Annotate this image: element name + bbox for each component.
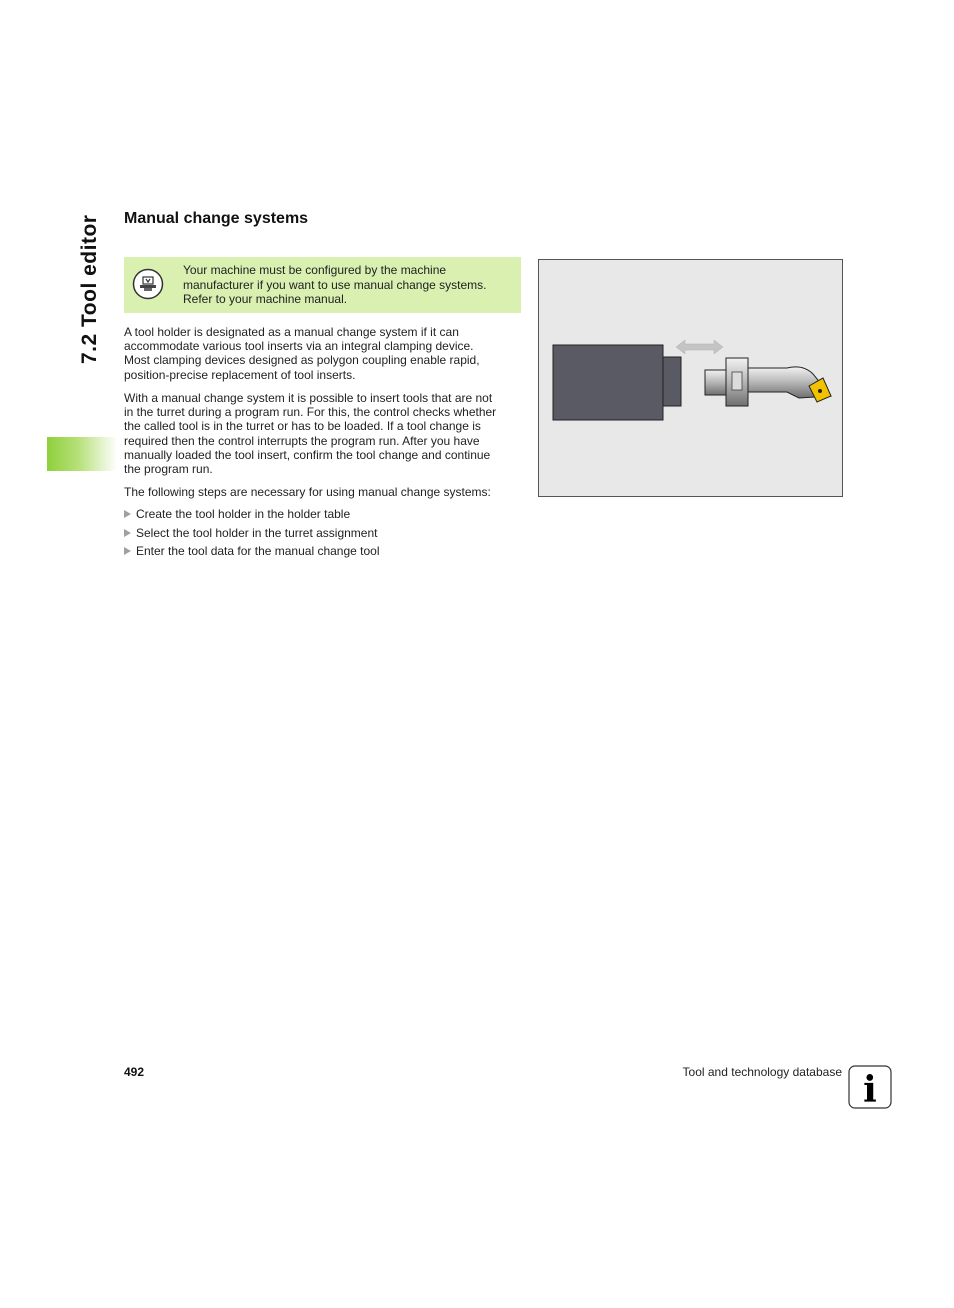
paragraph-line: A tool holder is designated as a manual change system if it can xyxy=(124,325,459,339)
note-line: Refer to your machine manual. xyxy=(183,292,348,306)
paragraph-line: accommodate various tool inserts via an integral clamping device. xyxy=(124,339,474,354)
paragraph-line: With a manual change system it is possible to insert tools that are not xyxy=(124,391,493,405)
figure-illustration xyxy=(539,260,842,496)
footer-chapter-title: Tool and technology database xyxy=(682,1065,842,1079)
note-line: manufacturer if you want to use manual change systems. xyxy=(183,277,487,292)
step-text: Create the tool holder in the holder table xyxy=(136,507,351,521)
paragraph-program-run xyxy=(124,391,520,476)
info-icon-glyph: i xyxy=(863,1069,877,1109)
steps-list xyxy=(124,507,520,563)
double-arrow-icon xyxy=(676,340,723,354)
step-item xyxy=(124,507,520,522)
machine-manufacturer-icon xyxy=(132,268,164,300)
paragraph-steps-intro xyxy=(124,485,520,499)
sidebar-chapter-title xyxy=(76,214,104,364)
arrow-right-icon xyxy=(124,529,131,537)
section-title: Manual change systems xyxy=(124,210,309,227)
page-number: 492 xyxy=(124,1065,145,1079)
paragraph-line: position-precise replacement of tool inserts. xyxy=(124,367,356,382)
step-item xyxy=(124,526,520,541)
paragraph-line: the called tool is in the turret or has to be loaded. If a tool change is xyxy=(124,419,481,434)
boring-bar-icon xyxy=(705,358,831,406)
paragraph-line: the program run. xyxy=(124,462,213,477)
arrow-right-icon xyxy=(124,510,131,518)
step-text: Select the tool holder in the turret assignment xyxy=(136,525,378,540)
chapter-title-text: 7.2 Tool editor xyxy=(78,214,101,364)
step-text: Enter the tool data for the manual change tool xyxy=(136,544,380,558)
paragraph-line: in the turret during a program run. For this, the control checks whether xyxy=(124,405,497,420)
paragraph-line: The following steps are necessary for using manual change systems: xyxy=(124,485,491,499)
manufacturer-note xyxy=(124,257,521,313)
paragraph-line: Most clamping devices designed as polygon coupling enable rapid, xyxy=(124,353,480,368)
paragraph-line: manually loaded the tool insert, confirm the tool change and continue xyxy=(124,447,491,462)
paragraph-line: required then the control interrupts the program run. After you have xyxy=(124,433,480,448)
arrow-right-icon xyxy=(124,547,131,555)
manual-change-system-figure xyxy=(538,259,843,497)
note-line: Your machine must be configured by the machine xyxy=(183,263,447,277)
step-item xyxy=(124,544,520,559)
chapter-tab-marker xyxy=(47,437,117,471)
info-icon xyxy=(848,1065,892,1109)
note-text xyxy=(183,263,515,307)
paragraph-manual-change-definition xyxy=(124,325,520,382)
tool-holder-icon xyxy=(553,345,681,420)
